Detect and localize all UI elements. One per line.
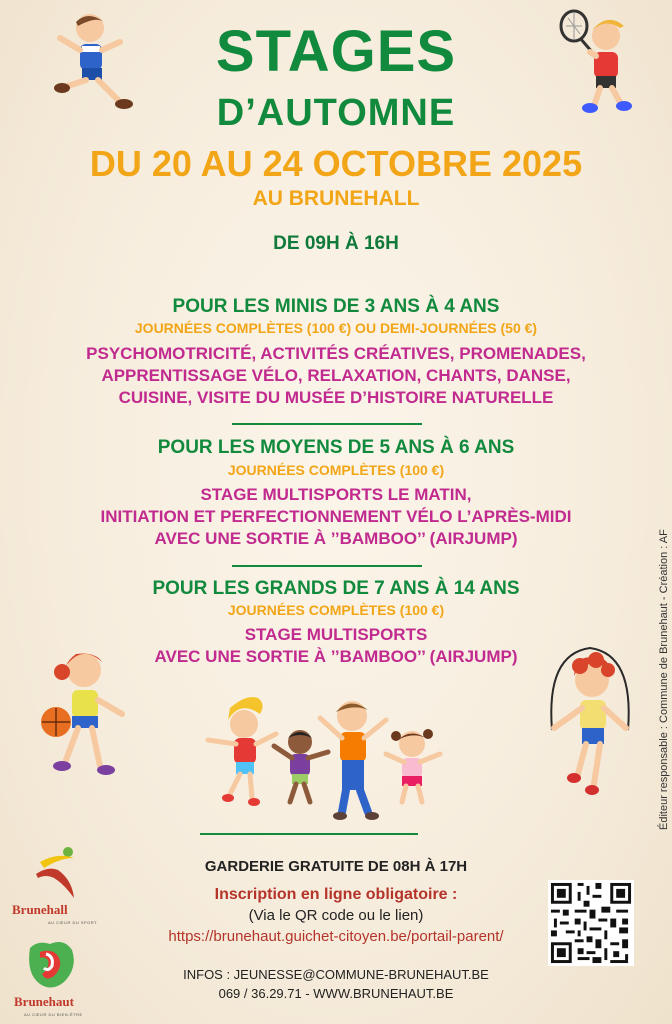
event-hours: DE 09H À 16H [273, 233, 399, 254]
brunehall-logo-tagline: AU CŒUR DU SPORT [48, 920, 98, 925]
divider [232, 423, 422, 425]
section-grands-line: AVEC UNE SORTIE À ’’BAMBOO’’ (AIRJUMP) [154, 647, 518, 666]
section-grands-line: STAGE MULTISPORTS [244, 625, 428, 644]
section-grands-heading: POUR LES GRANDS DE 7 ANS À 14 ANS [152, 578, 520, 599]
divider [200, 833, 418, 835]
divider [232, 565, 422, 567]
child-running-icon [46, 8, 146, 116]
brunehall-logo-text: Brunehall [12, 902, 68, 917]
section-minis-line: PSYCHOMOTRICITÉ, ACTIVITÉS CRÉATIVES, PROMENADES, [86, 344, 586, 363]
section-minis-line: APPRENTISSAGE VÉLO, RELAXATION, CHANTS, DANSE, [101, 366, 571, 385]
brunehaut-logo-tagline: AU CŒUR DU BIEN-ÊTRE [24, 1012, 83, 1017]
registration-title: Inscription en ligne obligatoire : [214, 886, 458, 903]
child-basketball-icon [26, 642, 132, 782]
contact-phone-web[interactable]: 069 / 36.29.71 - WWW.BRUNEHAUT.BE [218, 986, 454, 1001]
event-dates: DU 20 AU 24 OCTOBRE 2025 [89, 143, 583, 184]
section-moyens-line: INITIATION ET PERFECTIONNEMENT VÉLO L’APRÈS-MIDI [100, 507, 572, 526]
registration-link[interactable]: https://brunehaut.guichet-citoyen.be/portail-parent/ [168, 928, 504, 945]
child-tennis-icon [554, 6, 654, 118]
brunehaut-logo-text: Brunehaut [14, 994, 74, 1009]
registration-via: (Via le QR code ou le lien) [248, 907, 424, 924]
child-jumprope-icon [540, 644, 640, 800]
section-grands-pricing: JOURNÉES COMPLÈTES (100 €) [227, 602, 445, 618]
daycare-info: GARDERIE GRATUITE DE 08H À 17H [204, 858, 468, 875]
section-minis-heading: POUR LES MINIS DE 3 ANS À 4 ANS [172, 296, 500, 317]
contact-email[interactable]: INFOS : JEUNESSE@COMMUNE-BRUNEHAUT.BE [183, 967, 489, 982]
section-minis-pricing: JOURNÉES COMPLÈTES (100 €) OU DEMI-JOURNÉES (50 €) [134, 320, 538, 336]
section-moyens-line: AVEC UNE SORTIE À ’’BAMBOO’’ (AIRJUMP) [154, 529, 518, 548]
section-moyens-line: STAGE MULTISPORTS LE MATIN, [200, 485, 472, 504]
brunehaut-logo-icon [24, 938, 78, 992]
side-credit: Éditeur responsable : Commune de Brunehaut - Création : AF [658, 529, 670, 830]
section-moyens-heading: POUR LES MOYENS DE 5 ANS À 6 ANS [157, 437, 515, 458]
poster-title: STAGES [215, 19, 457, 84]
event-place: AU BRUNEHALL [252, 187, 420, 210]
section-moyens-pricing: JOURNÉES COMPLÈTES (100 €) [227, 462, 445, 478]
kids-group-icon [200, 694, 450, 824]
qr-code-icon[interactable] [548, 880, 634, 966]
brunehall-logo-icon [28, 844, 84, 904]
poster-subtitle: D’AUTOMNE [216, 92, 456, 134]
section-minis-line: CUISINE, VISITE DU MUSÉE D’HISTOIRE NATURELLE [118, 388, 554, 407]
